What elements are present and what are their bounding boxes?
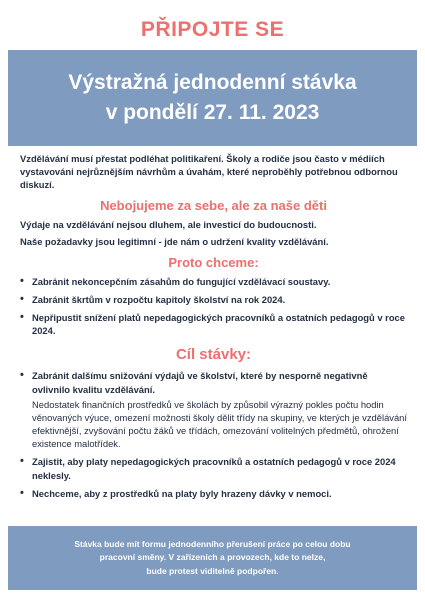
footer-banner <box>8 526 417 590</box>
hero-title-line2: v pondělí 27. 11. 2023 <box>105 101 320 124</box>
list-item: • Zabránit dalšímu snižování výdajů ve školství, které by nesporně negativně ovlivnilo kvalitu vzdělávání. <box>20 369 407 395</box>
headline: PŘIPOJTE SE <box>140 18 285 41</box>
goal-detail-paragraph: Nedostatek finančních prostředků ve školách by způsobil výrazný pokles počtu hodin věnovaných výuce, omezení možnosti školy dělit třídy na skupiny, ve kterých je vzdělávání efektivnější, zvyšování počtu žáků ve třídách, omezování volitelných předmětů, ohrožení existence malotřídek. <box>32 398 408 450</box>
hero-title-line1: Výstražná jednodenní stávka <box>68 70 357 94</box>
investment-paragraph: Výdaje na vzdělávání nejsou dluhem, ale investicí do budoucnosti. <box>20 219 317 231</box>
footer-line2: pracovní směny. V zařízeních a provozech, kde to nelze, <box>99 552 326 563</box>
footer-line3: bude protest viditelně podpořen. <box>146 565 279 576</box>
goals-list <box>20 369 407 395</box>
demands-list <box>20 275 407 338</box>
intro-paragraph: Vzdělávání musí přestat podléhat politikaření. Školy a rodiče jsou často v médiích vystavováni nejrůznějším návrhům a úvahám, které neproběhly potřebnou odbornou diskuzí. <box>20 153 398 191</box>
list-item: • Zajistit, aby platy nepedagogických pracovníků a ostatních pedagogů v roce 2024 neklesly. <box>20 455 407 481</box>
goals-list-continued <box>20 455 407 499</box>
list-item: • Zabránit škrtům v rozpočtu kapitoly školství na rok 2024. <box>20 293 407 306</box>
footer-line1: Stávka bude mít formu jednodenního přerušení práce po celou dobu <box>74 539 351 550</box>
section-heading-children: Nebojujeme za sebe, ale za naše děti <box>100 198 327 214</box>
legitimacy-paragraph: Naše požadavky jsou legitimní - jde nám o udržení kvality vzdělávání. <box>20 235 329 247</box>
hero-banner <box>8 50 417 146</box>
main-content <box>20 152 407 505</box>
list-item: • Nechceme, aby z prostředků na platy byly hrazeny dávky v nemoci. <box>20 487 407 500</box>
list-item: • Nepřipustit snížení platů nepedagogických pracovníků a ostatních pedagogů v roce 2024. <box>20 311 407 337</box>
section-heading-goals: Cíl stávky: <box>175 346 252 364</box>
list-item: • Zabránit nekoncepčním zásahům do fungující vzdělávací soustavy. <box>20 275 407 288</box>
section-heading-demands: Proto chceme: <box>168 254 259 270</box>
